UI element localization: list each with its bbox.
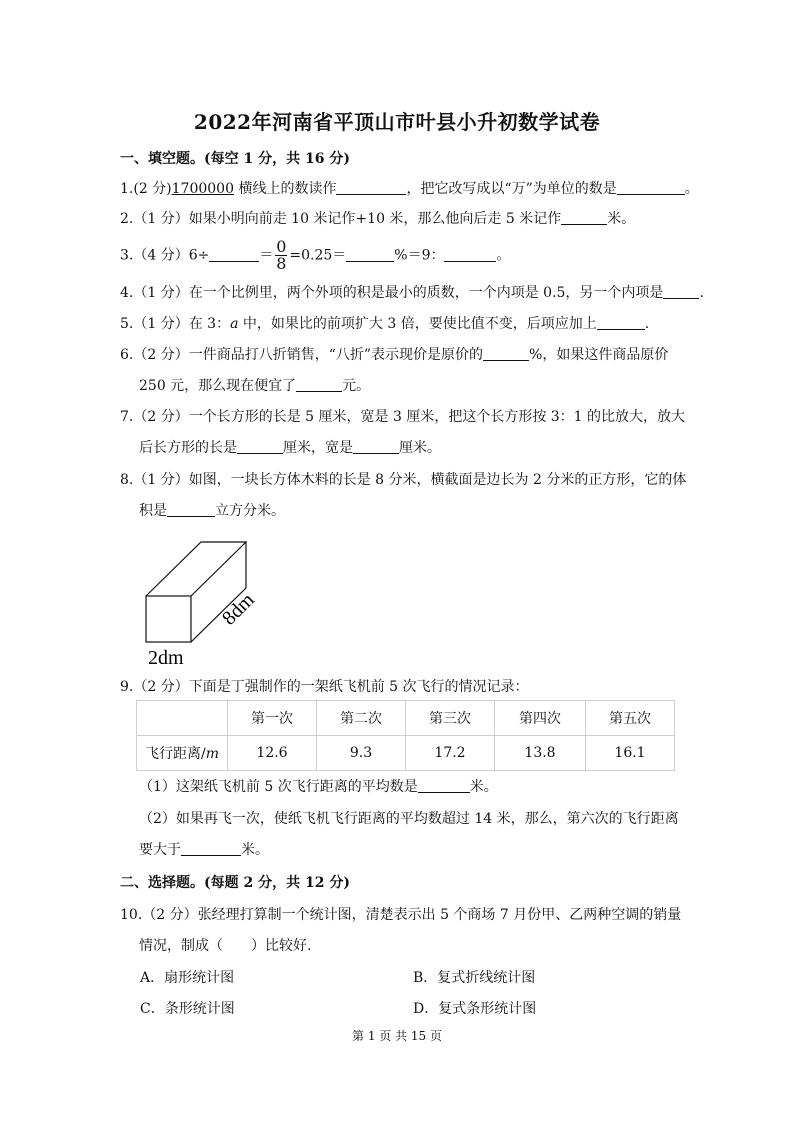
- answer-blank[interactable]: [617, 180, 685, 195]
- row-label-text: 飞行距离/: [145, 746, 206, 762]
- q3-text-d: %＝9：: [394, 247, 445, 264]
- q7-text-c: 厘米，宽是: [283, 440, 353, 456]
- question-10: [120, 904, 681, 924]
- q9-sub2-text-c: 米。: [241, 842, 269, 858]
- table-cell: 17.2: [406, 736, 495, 771]
- q2-text-a: 2.（1 分）如果小明向前走 10 米记作+10 米，那么他向后走 5 米记作: [120, 211, 562, 227]
- length-label: 8dm: [217, 588, 259, 630]
- q2-text-b: 米。: [607, 211, 636, 227]
- answer-blank[interactable]: [597, 315, 645, 330]
- answer-blank[interactable]: [237, 439, 283, 454]
- q6-text-d: 元。: [342, 378, 371, 394]
- fraction-denominator: 8: [276, 254, 287, 273]
- question-3: [120, 237, 511, 273]
- table-row: [137, 736, 675, 771]
- q1-text-a: 横线上的数读作: [234, 181, 337, 197]
- answer-blank[interactable]: [336, 180, 406, 195]
- table-cell: 12.6: [228, 736, 317, 771]
- question-2: [120, 208, 635, 228]
- table-header-cell: 第五次: [586, 701, 675, 736]
- side-label: 2dm: [148, 647, 184, 668]
- flight-record-table: [136, 700, 675, 771]
- table-header-cell: 第三次: [406, 701, 495, 736]
- question-8-cont: [139, 500, 285, 520]
- q1-number: 1700000: [171, 181, 234, 197]
- q9-sub1-text-a: （1）这架纸飞机前 5 次飞行距离的平均数是: [139, 779, 418, 795]
- q8-text-b: 积是: [139, 503, 167, 519]
- question-5: [120, 313, 649, 333]
- q9-sub1-text-b: 米。: [469, 779, 498, 795]
- q7-text-a: 7.（2 分）一个长方形的长是 5 厘米，宽是 3 厘米，把这个长方形按 3：1 的比放大，放大: [120, 409, 686, 425]
- q5-text-c: .: [644, 316, 650, 332]
- question-8: [120, 469, 686, 489]
- q1-text-b: ，把它改写成以“万”为单位的数是: [406, 181, 617, 197]
- q9-sub2-text-b: 要大于: [139, 842, 181, 858]
- q3-text-a: 3.（4 分）6÷: [120, 247, 210, 264]
- fraction: [275, 237, 287, 273]
- question-1: [120, 178, 699, 198]
- q4-text-b: .: [699, 285, 704, 301]
- q5-variable: a: [230, 316, 239, 332]
- q3-text-b: ＝: [259, 247, 274, 264]
- option-d[interactable]: D．复式条形统计图: [413, 1001, 537, 1017]
- answer-blank[interactable]: [181, 841, 241, 856]
- table-row-label: [137, 736, 228, 771]
- section-fill-heading: 一、填空题。(每空 1 分，共 16 分): [120, 151, 350, 167]
- section-choice-heading: 二、选择题。(每题 2 分，共 12 分): [120, 875, 350, 891]
- q1-text-c: 。: [684, 181, 699, 197]
- q6-text-a: 6.（2 分）一件商品打八折销售，“八折”表示现价是原价的: [120, 347, 484, 363]
- question-9-sub2-cont: [139, 839, 269, 859]
- q8-text-c: 立方分米。: [215, 503, 285, 519]
- cuboid-figure: [138, 536, 268, 668]
- page-footer: 第 1 页 共 15 页: [352, 1029, 442, 1043]
- q5-text-a: 5.（1 分）在 3：: [120, 316, 231, 332]
- table-header-cell: [137, 701, 228, 736]
- table-cell: 16.1: [586, 736, 675, 771]
- fraction-numerator: 0: [276, 237, 287, 256]
- answer-blank[interactable]: [167, 502, 215, 517]
- option-c[interactable]: C．条形统计图: [140, 1001, 235, 1017]
- cuboid-side-face: [191, 542, 246, 642]
- q3-text-c: =0.25＝: [289, 247, 347, 264]
- question-6: [120, 344, 668, 364]
- table-header-row: [137, 701, 675, 736]
- question-7: [120, 406, 685, 426]
- q6-text-b: %，如果这件商品原价: [529, 347, 669, 363]
- cuboid-front-face: [146, 596, 191, 642]
- question-4: [120, 282, 704, 302]
- table-header-cell: 第四次: [495, 701, 586, 736]
- option-a[interactable]: A．扇形统计图: [140, 970, 235, 986]
- answer-blank[interactable]: [483, 346, 529, 361]
- table-header-cell: 第二次: [317, 701, 406, 736]
- q8-text-a: 8.（1 分）如图，一块长方体木料的长是 8 分米，横截面是边长为 2 分米的正方形，它的体: [120, 472, 687, 488]
- answer-blank[interactable]: [346, 247, 394, 262]
- question-9-sub2: [139, 808, 679, 828]
- question-6-cont: [139, 375, 370, 395]
- question-10-cont: [139, 935, 311, 955]
- answer-blank[interactable]: [418, 778, 470, 793]
- exam-title: 2022年河南省平顶山市叶县小升初数学试卷: [193, 110, 601, 134]
- question-9-sub1: [139, 776, 498, 796]
- question-9: [120, 676, 529, 696]
- answer-blank[interactable]: [663, 284, 699, 299]
- answer-blank[interactable]: [353, 439, 399, 454]
- answer-blank[interactable]: [444, 247, 496, 262]
- q10-text-b: 情况，制成（ ）比较好.: [139, 938, 312, 954]
- answer-blank[interactable]: [209, 247, 259, 262]
- answer-blank[interactable]: [296, 377, 342, 392]
- table-cell: 9.3: [317, 736, 406, 771]
- q1-prefix: 1.(2 分): [120, 181, 172, 197]
- q9-sub2-text-a: （2）如果再飞一次，使纸飞机飞行距离的平均数超过 14 米，那么，第六次的飞行距离: [139, 811, 679, 827]
- q5-text-b: 中，如果比的前项扩大 3 倍，要使比值不变，后项应加上: [238, 316, 597, 332]
- answer-blank[interactable]: [561, 210, 607, 225]
- q10-text-a: 10.（2 分）张经理打算制一个统计图，清楚表示出 5 个商场 7 月份甲、乙两种空调的销量: [120, 907, 682, 923]
- q4-text-a: 4.（1 分）在一个比例里，两个外项的积是最小的质数，一个内项是 0.5，另一个内项是: [120, 285, 664, 301]
- option-b[interactable]: B．复式折线统计图: [413, 970, 536, 986]
- question-7-cont: [139, 437, 441, 457]
- table-cell: 13.8: [495, 736, 586, 771]
- row-unit: m: [205, 746, 219, 762]
- q6-text-c: 250 元，那么现在便宜了: [139, 378, 297, 394]
- q7-text-d: 厘米。: [399, 440, 441, 456]
- cuboid-top-face: [146, 542, 246, 596]
- q3-text-e: 。: [496, 247, 511, 264]
- q7-text-b: 后长方形的长是: [139, 440, 237, 456]
- q9-text-a: 9.（2 分）下面是丁强制作的一架纸飞机前 5 次飞行的情况记录：: [120, 679, 529, 695]
- table-header-cell: 第一次: [228, 701, 317, 736]
